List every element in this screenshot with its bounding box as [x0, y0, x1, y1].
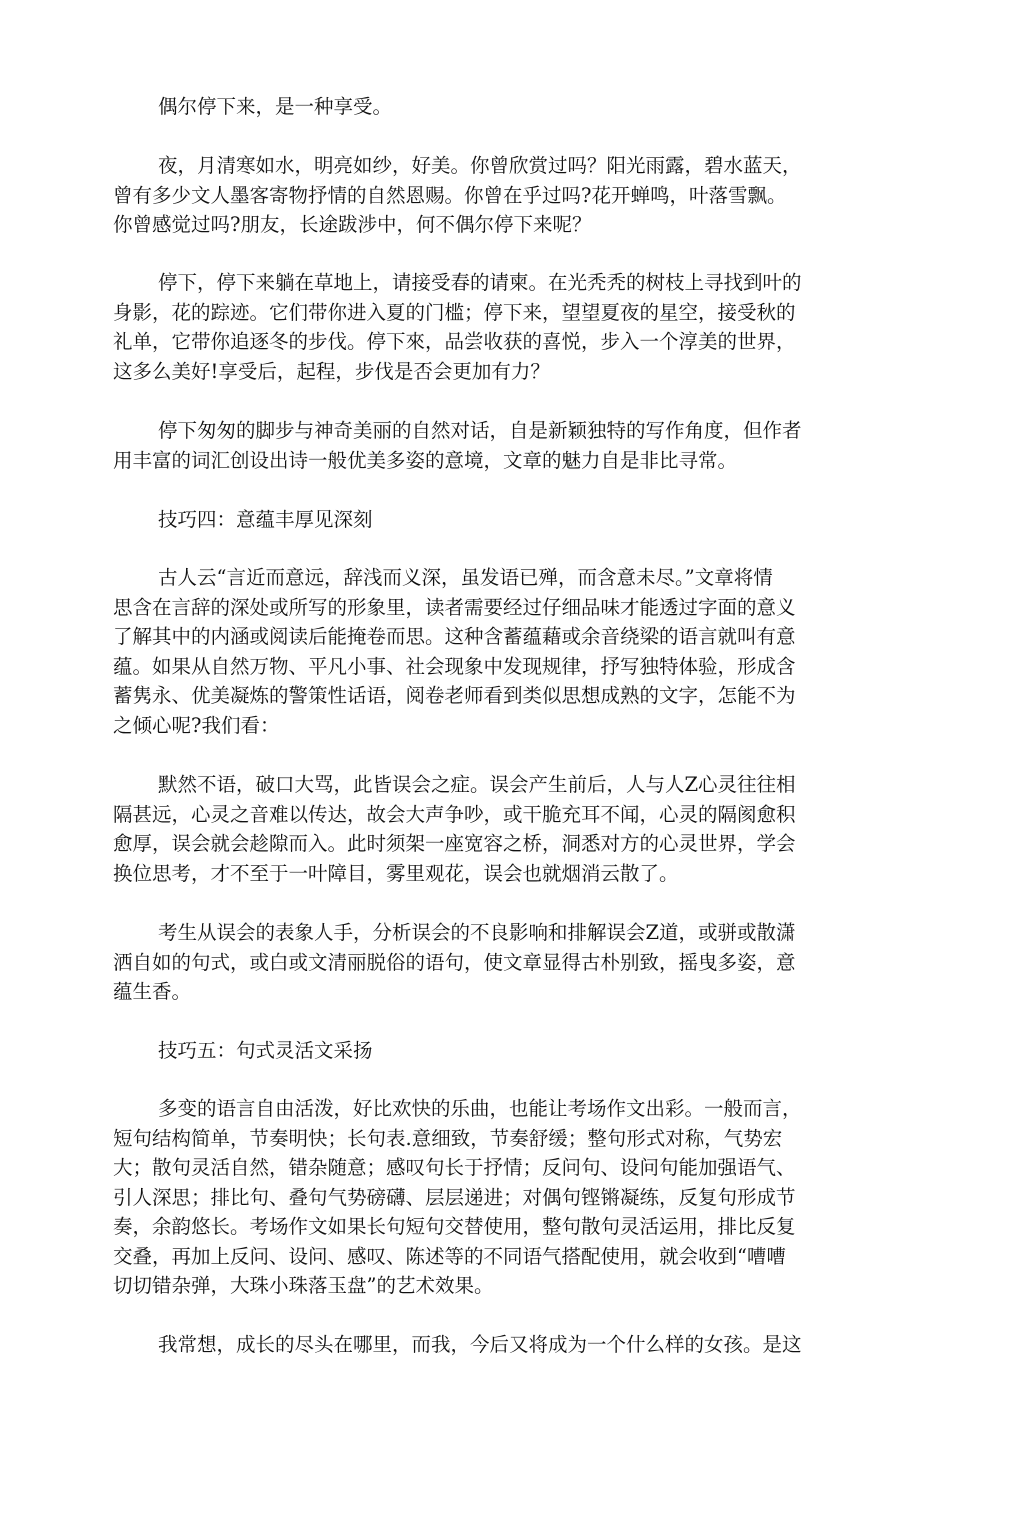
paragraph-line: 之倾心呢?我们看： [113, 713, 280, 737]
paragraph-line: 多变的语言自由活泼，好比欢快的乐曲，也能让考场作文出彩。一般而言， [158, 1097, 802, 1120]
paragraph-line: 交叠，再加上反问、设问、感叹、陈述等的不同语气搭配使用，就会收到“嘈嘈 [113, 1244, 786, 1268]
paragraph-line: 隔甚远，心灵之音难以传达，故会大声争吵，或干脆充耳不闻，心灵的隔阂愈积 [113, 802, 796, 826]
paragraph-line: 夜，月清寒如水，明亮如纱，好美。你曾欣赏过吗？阳光雨露，碧水蓝天， [158, 154, 802, 177]
paragraph [113, 1094, 863, 1301]
paragraph-line: 愈厚，误会就会趁隙而入。此时须架一座宽容之桥，洞悉对方的心灵世界，学会 [113, 832, 796, 855]
paragraph-line: 引人深思；排比句、叠句气势磅礴、层层递进；对偶句铿锵凝练，反复句形成节 [113, 1185, 796, 1209]
paragraph-line: 偶尔停下来，是一种享受。 [158, 95, 393, 118]
paragraph-line: 思含在言辞的深处或所写的形象里，读者需要经过仔细品味才能透过字面的意义 [113, 595, 796, 619]
paragraph-line: 短句结构简单，节奏明快；长句表.意细致，节奏舒缓；整句形式对称，气势宏 [113, 1126, 783, 1150]
paragraph [113, 770, 863, 888]
paragraph-line: 停下匆匆的脚步与神奇美丽的自然对话，自是新颖独特的写作角度，但作者 [158, 419, 802, 442]
paragraph-line: 停下，停下来躺在草地上，请接受春的请柬。在光秃秃的树枝上寻找到叶的 [158, 271, 802, 294]
paragraph-line: 曾有多少文人墨客寄物抒情的自然恩赐。你曾在乎过吗?花开蝉鸣，叶落雪飘。 [113, 183, 787, 207]
paragraph-line: 我常想，成长的尽头在哪里，而我，今后又将成为一个什么样的女孩。是这 [158, 1333, 802, 1356]
paragraph-line: 礼单，它带你追逐冬的步伐。停下來，品尝收获的喜悦，步入一个淳美的世界， [113, 330, 796, 353]
paragraph [113, 92, 863, 122]
paragraph-line: 古人云“言近而意远，辞浅而义深，虽发语已殚，而含意未尽。”文章将情 [158, 566, 773, 589]
paragraph-line: 切切错杂弹，大珠小珠落玉盘”的艺术效果。 [113, 1274, 494, 1297]
paragraph-line: 蕴。如果从自然万物、平凡小事、社会现象中发现规律，抒写独特体验，形成含 [113, 654, 796, 678]
paragraph [113, 416, 863, 475]
paragraph [113, 563, 863, 740]
paragraph-line: 蕴生香。 [113, 980, 192, 1003]
paragraph [113, 151, 863, 240]
paragraph-line: 考生从误会的表象人手，分析误会的不良影响和排解误会Z道，或骈或散潇 [158, 921, 796, 944]
paragraph-line: 洒自如的句式，或白或文清丽脱俗的语句，使文章显得古朴别致，摇曳多姿，意 [113, 950, 796, 974]
paragraph-line: 技巧四：意蕴丰厚见深刻 [158, 508, 373, 531]
paragraph-line: 你曾感觉过吗?朋友，长途跋涉中，何不偶尔停下来呢？ [113, 213, 592, 236]
paragraph-line: 技巧五：句式灵活文采扬 [158, 1039, 373, 1062]
paragraph-line: 蓄隽永、优美凝炼的警策性话语，阅卷老师看到类似思想成熟的文字，怎能不为 [113, 684, 796, 707]
paragraph-line: 默然不语，破口大骂，此皆误会之症。误会产生前后，人与人Z心灵往往相 [158, 773, 796, 796]
paragraph [113, 918, 863, 1007]
paragraph-line: 用丰富的词汇创设出诗一般优美多姿的意境，文章的魅力自是非比寻常。 [113, 448, 738, 472]
paragraph-line: 换位思考，才不至于一叶障目，雾里观花，误会也就烟消云散了。 [113, 861, 679, 885]
paragraph [113, 1330, 863, 1360]
paragraph-line: 了解其中的内涵或阅读后能掩卷而思。这种含蓄蕴藉或余音绕梁的语言就叫有意 [113, 625, 796, 648]
paragraph-line: 身影，花的踪迹。它们带你进入夏的门槛；停下来，望望夏夜的星空，接受秋的 [113, 300, 796, 324]
paragraph-line: 奏，余韵悠长。考场作文如果长句短句交替使用，整句散句灵活运用，排比反复 [113, 1215, 796, 1238]
paragraph [113, 268, 863, 386]
paragraph-line: 这多么美好!享受后，起程，步伐是否会更加有力？ [113, 359, 550, 383]
section-heading [113, 1036, 863, 1066]
section-heading [113, 505, 863, 535]
paragraph-line: 大；散句灵活自然，错杂随意；感叹句长于抒情；反问句、设问句能加强语气、 [113, 1156, 796, 1179]
